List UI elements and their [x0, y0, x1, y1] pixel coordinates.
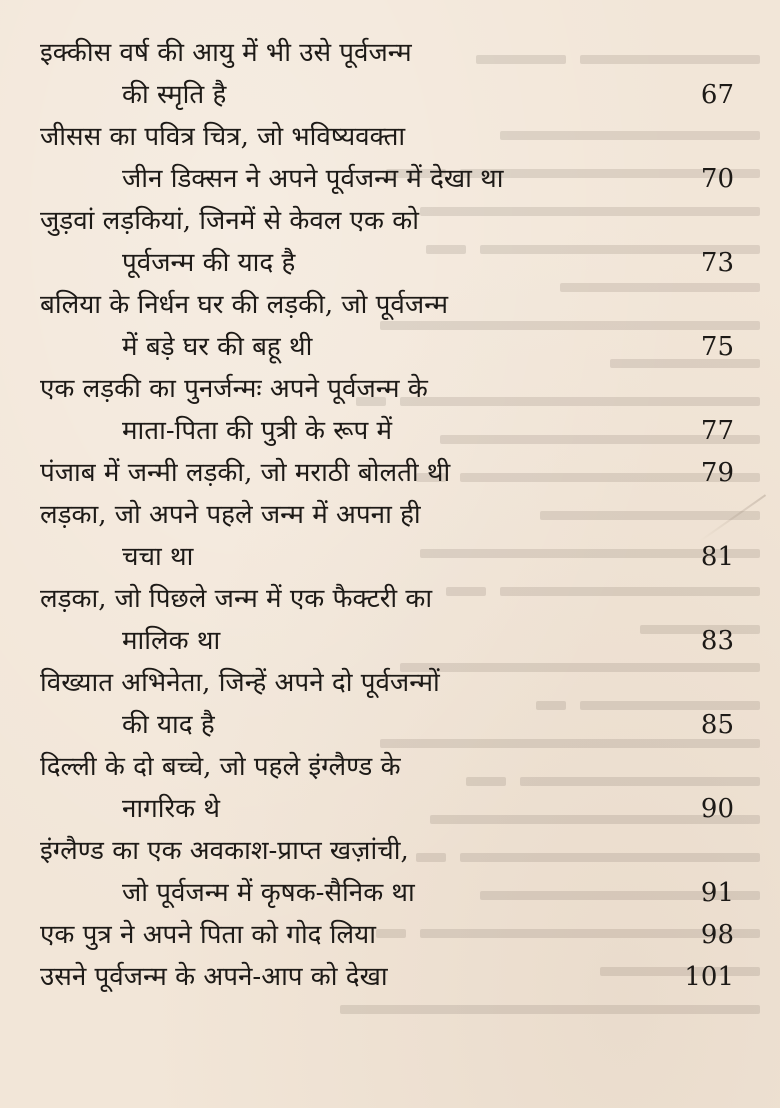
- toc-entry-title: [40, 368, 740, 410]
- toc-entry: [40, 494, 740, 578]
- toc-entry: [40, 284, 740, 368]
- toc-page-number: 70: [700, 164, 734, 194]
- toc-entry-text: जीसस का पवित्र चित्र, जो भविष्यवक्ता: [40, 122, 406, 152]
- toc-entry-title: [40, 452, 740, 494]
- toc-page-number: 79: [700, 458, 734, 488]
- toc-entry-text: जुड़वां लड़कियां, जिनमें से केवल एक को: [40, 206, 419, 236]
- toc-entry-title: [40, 662, 740, 704]
- toc-entry-text: की स्मृति है: [122, 80, 227, 110]
- toc-entry-title: [40, 116, 740, 158]
- toc-entry-title-continued: [40, 704, 740, 746]
- toc-entry-text: लड़का, जो पिछले जन्म में एक फैक्टरी का: [40, 584, 433, 614]
- toc-entry-title-continued: [40, 158, 740, 200]
- toc-entry-text: जीन डिक्सन ने अपने पूर्वजन्म में देखा था: [122, 164, 504, 194]
- toc-entry: [40, 830, 740, 914]
- toc-page-number: 83: [700, 626, 734, 656]
- table-of-contents: [40, 32, 740, 998]
- toc-entry-text: बलिया के निर्धन घर की लड़की, जो पूर्वजन्म: [40, 290, 448, 320]
- toc-entry-text: में बड़े घर की बहू थी: [122, 332, 313, 362]
- toc-page-number: 67: [700, 80, 734, 110]
- toc-page-number: 90: [700, 794, 734, 824]
- toc-entry-title-continued: [40, 74, 740, 116]
- toc-entry-title-continued: [40, 326, 740, 368]
- toc-page-number: 73: [700, 248, 734, 278]
- toc-entry: [40, 956, 740, 998]
- toc-entry-text: पंजाब में जन्मी लड़की, जो मराठी बोलती थी: [40, 458, 451, 488]
- toc-entry-text: माता-पिता की पुत्री के रूप में: [122, 416, 393, 446]
- toc-entry: [40, 116, 740, 200]
- toc-entry-title: [40, 914, 740, 956]
- toc-page-number: 81: [700, 542, 734, 572]
- toc-page-number: 75: [700, 332, 734, 362]
- toc-entry-title: [40, 32, 740, 74]
- toc-entry-title: [40, 494, 740, 536]
- toc-entry-text: की याद है: [122, 710, 215, 740]
- toc-entry-title: [40, 830, 740, 872]
- toc-entry-title-continued: [40, 620, 740, 662]
- toc-entry: [40, 578, 740, 662]
- toc-entry-text: एक लड़की का पुनर्जन्मः अपने पूर्वजन्म के: [40, 374, 428, 404]
- toc-entry-text: विख्यात अभिनेता, जिन्हें अपने दो पूर्वजन्मों: [40, 668, 440, 698]
- toc-entry-title-continued: [40, 242, 740, 284]
- toc-entry-title-continued: [40, 788, 740, 830]
- toc-entry-text: दिल्ली के दो बच्चे, जो पहले इंग्लैण्ड के: [40, 752, 401, 782]
- toc-entry-title-continued: [40, 536, 740, 578]
- toc-entry-title: [40, 746, 740, 788]
- toc-entry-title-continued: [40, 872, 740, 914]
- toc-entry: [40, 368, 740, 452]
- toc-entry-text: इंग्लैण्ड का एक अवकाश-प्राप्त खज़ांची,: [40, 836, 409, 866]
- toc-entry-title: [40, 200, 740, 242]
- toc-entry-text: पूर्वजन्म की याद है: [122, 248, 296, 278]
- toc-page-number: 85: [700, 710, 734, 740]
- toc-page-number: 77: [700, 416, 734, 446]
- toc-page-number: 98: [700, 920, 734, 950]
- toc-entry-text: एक पुत्र ने अपने पिता को गोद लिया: [40, 920, 376, 950]
- toc-page-number: 101: [684, 962, 734, 992]
- toc-entry-text: लड़का, जो अपने पहले जन्म में अपना ही: [40, 500, 421, 530]
- toc-entry-title: [40, 284, 740, 326]
- toc-entry-title-continued: [40, 410, 740, 452]
- toc-entry: [40, 32, 740, 116]
- toc-entry-text: मालिक था: [122, 626, 221, 656]
- toc-entry: [40, 200, 740, 284]
- toc-entry-text: जो पूर्वजन्म में कृषक-सैनिक था: [122, 878, 415, 908]
- toc-entry-text: चचा था: [122, 542, 194, 572]
- toc-entry: [40, 746, 740, 830]
- toc-entry: [40, 452, 740, 494]
- toc-entry: [40, 914, 740, 956]
- toc-entry-title: [40, 578, 740, 620]
- toc-entry-title: [40, 956, 740, 998]
- toc-entry: [40, 662, 740, 746]
- toc-entry-text: उसने पूर्वजन्म के अपने-आप को देखा: [40, 962, 388, 992]
- toc-entry-text: इक्कीस वर्ष की आयु में भी उसे पूर्वजन्म: [40, 38, 412, 68]
- toc-page-number: 91: [700, 878, 734, 908]
- toc-entry-text: नागरिक थे: [122, 794, 221, 824]
